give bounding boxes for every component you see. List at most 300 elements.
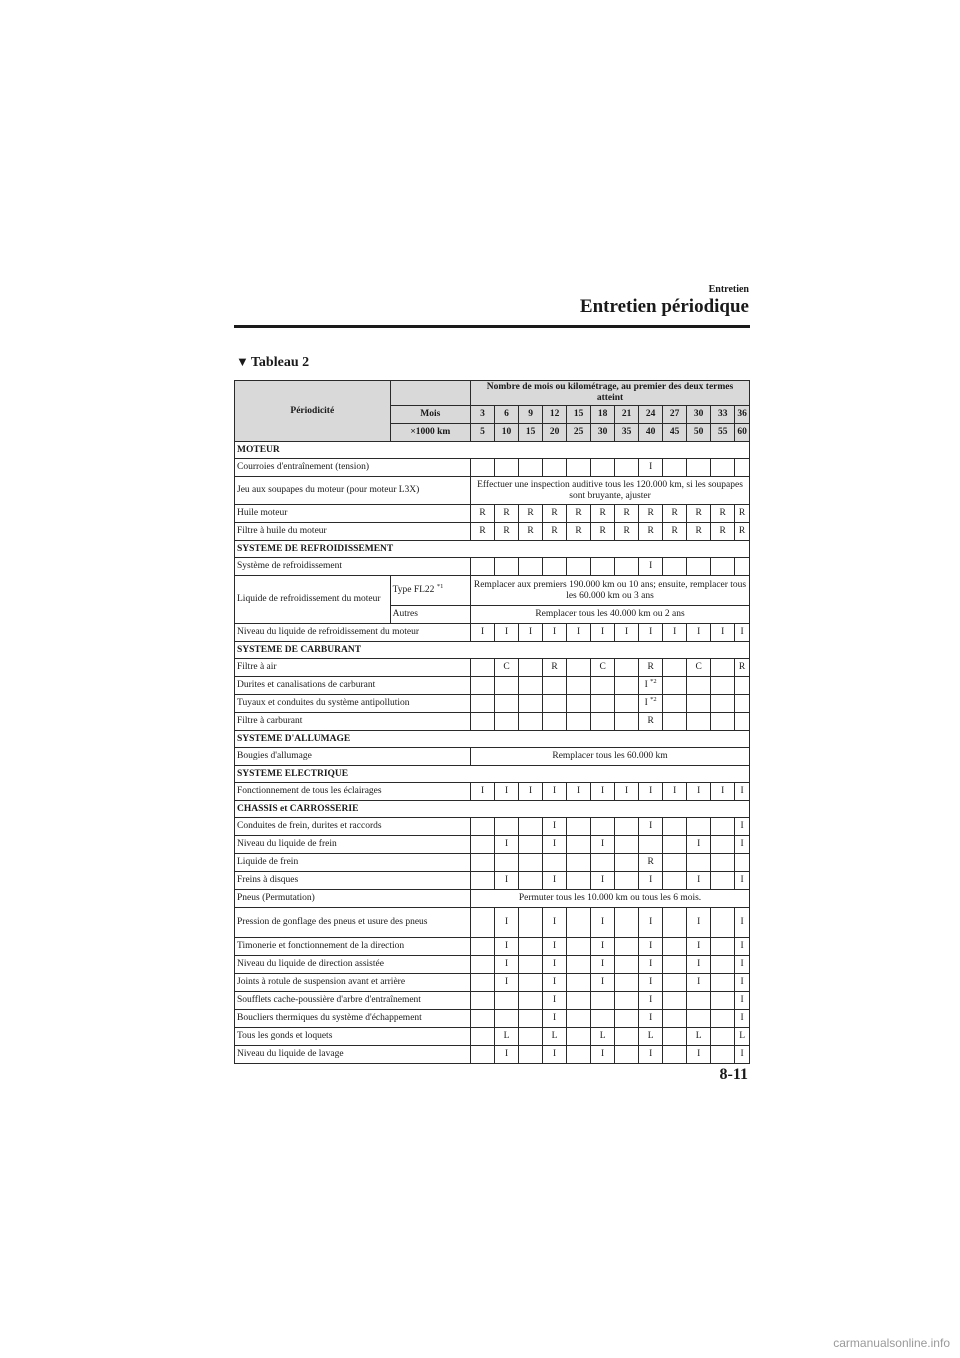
mark-cell: I [543, 624, 567, 642]
mark-cell [519, 974, 543, 992]
section-label: Entretien [708, 284, 749, 295]
month-cell: 15 [567, 406, 591, 424]
mark-cell: C [495, 659, 519, 677]
mark-cell: L [495, 1028, 519, 1046]
table-row [235, 576, 750, 606]
mark-cell [711, 854, 735, 872]
mark-cell [567, 695, 591, 713]
km-cell: 25 [567, 424, 591, 442]
table-row [235, 992, 750, 1010]
mark-cell [663, 974, 687, 992]
mark-cell [567, 459, 591, 477]
row-label: Tuyaux et conduites du système antipollution [235, 695, 471, 713]
section-heading: CHASSIS et CARROSSERIE [235, 801, 750, 818]
mark-cell [567, 1010, 591, 1028]
row-label: Joints à rotule de suspension avant et arrière [235, 974, 471, 992]
mark-cell: R [591, 523, 615, 541]
mark-cell [543, 713, 567, 731]
mark-cell: I [543, 1046, 567, 1064]
row-label: Fonctionnement de tous les éclairages [235, 783, 471, 801]
mark-cell: I [711, 624, 735, 642]
row-label: Freins à disques [235, 872, 471, 890]
mark-cell [615, 695, 639, 713]
mark-cell [615, 938, 639, 956]
page-title: Entretien périodique [579, 296, 749, 317]
mark-cell: I [591, 1046, 615, 1064]
mark-cell: R [495, 523, 519, 541]
mark-cell [711, 1028, 735, 1046]
mark-cell: R [639, 659, 663, 677]
mark-cell: I [735, 992, 750, 1010]
mark-cell: I [591, 938, 615, 956]
mark-cell [471, 938, 495, 956]
mark-cell [615, 713, 639, 731]
mark-cell: I [735, 1010, 750, 1028]
row-note: Remplacer tous les 40.000 km ou 2 ans [471, 606, 750, 624]
mark-cell [615, 992, 639, 1010]
mark-cell [519, 836, 543, 854]
mark-cell: R [519, 505, 543, 523]
mark-cell [543, 677, 567, 695]
month-cell: 18 [591, 406, 615, 424]
mark-cell: I [687, 974, 711, 992]
mark-cell [567, 677, 591, 695]
mark-cell: I [639, 1010, 663, 1028]
section-row [235, 541, 750, 558]
mark-cell [687, 713, 711, 731]
section-heading: SYSTEME D'ALLUMAGE [235, 731, 750, 748]
mark-cell [663, 695, 687, 713]
mark-cell [735, 558, 750, 576]
mark-cell [471, 558, 495, 576]
mark-cell: I [687, 956, 711, 974]
mark-cell: I [687, 872, 711, 890]
mark-cell: I [687, 624, 711, 642]
mark-cell [591, 992, 615, 1010]
mark-cell [687, 695, 711, 713]
row-label: Durites et canalisations de carburant [235, 677, 471, 695]
mark-cell [567, 836, 591, 854]
mark-cell: I [495, 624, 519, 642]
table-row [235, 783, 750, 801]
mark-cell: R [735, 659, 750, 677]
mark-cell [471, 992, 495, 1010]
mark-cell [735, 854, 750, 872]
mark-cell: R [687, 505, 711, 523]
mark-cell: I [543, 872, 567, 890]
mark-cell [735, 459, 750, 477]
mark-cell: I [687, 1046, 711, 1064]
km-cell: 35 [615, 424, 639, 442]
mark-cell [615, 659, 639, 677]
header-spacer [390, 381, 470, 406]
mark-cell: R [543, 523, 567, 541]
mark-cell: R [735, 523, 750, 541]
mark-cell [567, 992, 591, 1010]
mark-cell: I [471, 783, 495, 801]
mark-cell [663, 836, 687, 854]
mark-cell [591, 459, 615, 477]
mark-cell [615, 1010, 639, 1028]
mark-cell: I [639, 1046, 663, 1064]
row-label: Liquide de refroidissement du moteur [235, 576, 391, 624]
mark-cell [687, 459, 711, 477]
mark-cell: I [543, 1010, 567, 1028]
mark-cell [495, 1010, 519, 1028]
mark-cell: R [495, 505, 519, 523]
mark-cell: I [543, 938, 567, 956]
mark-cell [495, 992, 519, 1010]
footnote-ref: *1 [436, 583, 444, 590]
mark-cell: I [639, 974, 663, 992]
mark-cell [687, 1010, 711, 1028]
mark-cell: R [591, 505, 615, 523]
mark-cell: C [591, 659, 615, 677]
mark-cell [495, 713, 519, 731]
mark-value: I [644, 698, 648, 708]
mark-cell: I [639, 938, 663, 956]
table-row [235, 938, 750, 956]
mark-cell: I [663, 783, 687, 801]
mark-cell: I [735, 624, 750, 642]
table-row [235, 659, 750, 677]
mark-cell [663, 1046, 687, 1064]
mark-cell [471, 974, 495, 992]
mark-cell [615, 818, 639, 836]
row-label: Tous les gonds et loquets [235, 1028, 471, 1046]
mark-cell [711, 908, 735, 938]
mark-cell: L [639, 1028, 663, 1046]
mark-cell: R [615, 505, 639, 523]
mark-cell [639, 836, 663, 854]
footnote-ref: *2 [650, 696, 657, 703]
triangle-down-icon: ▼ [236, 354, 249, 369]
section-heading: SYSTEME DE CARBURANT [235, 642, 750, 659]
mark-cell [519, 459, 543, 477]
row-label: Conduites de frein, durites et raccords [235, 818, 471, 836]
mark-cell: I [687, 908, 711, 938]
month-cell: 36 [735, 406, 750, 424]
mark-cell [519, 659, 543, 677]
row-label: Niveau du liquide de refroidissement du moteur [235, 624, 471, 642]
mark-cell [543, 459, 567, 477]
page-number: 8-11 [719, 1066, 748, 1083]
mark-cell [567, 1046, 591, 1064]
mark-cell: L [687, 1028, 711, 1046]
mark-value: I [644, 680, 648, 690]
table-row [235, 818, 750, 836]
row-label: Niveau du liquide de direction assistée [235, 956, 471, 974]
mark-cell [567, 956, 591, 974]
mark-cell [471, 713, 495, 731]
section-row [235, 642, 750, 659]
mark-cell: I [639, 459, 663, 477]
mark-cell [471, 1028, 495, 1046]
mark-cell: I [495, 938, 519, 956]
table-row [235, 477, 750, 505]
mark-cell: I [543, 783, 567, 801]
mark-cell: I [639, 992, 663, 1010]
km-cell: 50 [687, 424, 711, 442]
mark-cell: I [639, 908, 663, 938]
month-cell: 9 [519, 406, 543, 424]
row-note: Remplacer aux premiers 190.000 km ou 10 ans; ensuite, remplacer tous les 60.000 km ou 3 ans [471, 576, 750, 606]
mark-cell: I [543, 836, 567, 854]
mark-cell: I [639, 872, 663, 890]
mark-cell: I [495, 783, 519, 801]
mark-cell [543, 558, 567, 576]
maintenance-table [234, 380, 750, 1064]
table-row [235, 459, 750, 477]
mark-cell [567, 713, 591, 731]
month-cell: 30 [687, 406, 711, 424]
km-label: ×1000 km [390, 424, 470, 442]
mark-cell [663, 558, 687, 576]
mark-cell: I [615, 624, 639, 642]
footnote-ref: *2 [650, 678, 657, 685]
mark-cell [711, 1046, 735, 1064]
km-cell: 55 [711, 424, 735, 442]
section-row [235, 766, 750, 783]
mark-cell: L [591, 1028, 615, 1046]
mark-cell: R [543, 505, 567, 523]
mark-cell: I [663, 624, 687, 642]
mark-cell [519, 938, 543, 956]
row-label: Filtre à carburant [235, 713, 471, 731]
mark-cell: I [735, 818, 750, 836]
mark-cell [567, 908, 591, 938]
mark-cell [591, 818, 615, 836]
mark-cell [615, 854, 639, 872]
row-label: Pression de gonflage des pneus et usure des pneus [235, 908, 471, 938]
mark-cell [663, 1028, 687, 1046]
mark-cell [615, 1028, 639, 1046]
mark-cell [711, 938, 735, 956]
mark-cell [663, 992, 687, 1010]
mark-cell: L [735, 1028, 750, 1046]
mark-cell: I [687, 783, 711, 801]
mark-cell [711, 713, 735, 731]
mark-cell [711, 872, 735, 890]
mark-cell: C [687, 659, 711, 677]
mark-cell: I [735, 956, 750, 974]
mark-cell: R [639, 854, 663, 872]
row-label: Filtre à air [235, 659, 471, 677]
mark-cell [615, 1046, 639, 1064]
section-row [235, 731, 750, 748]
mark-cell: I [639, 558, 663, 576]
sub-label: Autres [390, 606, 470, 624]
mark-cell [471, 677, 495, 695]
row-label: Pneus (Permutation) [235, 890, 471, 908]
row-label: Boucliers thermiques du système d'échappement [235, 1010, 471, 1028]
mark-cell [663, 659, 687, 677]
mark-cell: L [543, 1028, 567, 1046]
row-note: Permuter tous les 10.000 km ou tous les 6 mois. [471, 890, 750, 908]
mark-cell: I [687, 938, 711, 956]
mark-cell: I [735, 836, 750, 854]
table-row [235, 890, 750, 908]
mark-cell [519, 695, 543, 713]
section-heading: MOTEUR [235, 442, 750, 459]
mark-cell [663, 677, 687, 695]
mark-cell [471, 872, 495, 890]
row-note: Remplacer tous les 60.000 km [471, 748, 750, 766]
row-label: Huile moteur [235, 505, 471, 523]
mark-cell [519, 558, 543, 576]
mark-cell [663, 459, 687, 477]
mark-cell: R [543, 659, 567, 677]
km-cell: 60 [735, 424, 750, 442]
table-row [235, 558, 750, 576]
mark-cell [687, 677, 711, 695]
month-cell: 21 [615, 406, 639, 424]
mark-cell [471, 818, 495, 836]
mark-cell [639, 677, 663, 695]
km-cell: 5 [471, 424, 495, 442]
mark-cell [615, 677, 639, 695]
section-heading: SYSTEME ELECTRIQUE [235, 766, 750, 783]
mark-cell [711, 558, 735, 576]
mark-cell [591, 677, 615, 695]
mark-cell: I [711, 783, 735, 801]
row-label: Bougies d'allumage [235, 748, 471, 766]
mark-cell: I [735, 974, 750, 992]
mark-cell [663, 938, 687, 956]
mark-cell [615, 558, 639, 576]
mark-cell: I [735, 1046, 750, 1064]
periodicity-header: Périodicité [235, 381, 391, 442]
table-row [235, 505, 750, 523]
mark-cell [663, 956, 687, 974]
mark-cell [591, 1010, 615, 1028]
mark-cell [519, 854, 543, 872]
mark-cell [543, 854, 567, 872]
mark-cell [567, 974, 591, 992]
mark-cell [519, 818, 543, 836]
mark-cell: R [567, 523, 591, 541]
mark-cell [687, 558, 711, 576]
mark-cell [495, 695, 519, 713]
mark-cell: I [615, 783, 639, 801]
mark-cell [735, 695, 750, 713]
mark-cell: R [735, 505, 750, 523]
mark-cell [711, 992, 735, 1010]
month-cell: 12 [543, 406, 567, 424]
row-label: Timonerie et fonctionnement de la direction [235, 938, 471, 956]
row-label: Liquide de frein [235, 854, 471, 872]
mark-cell: I [591, 956, 615, 974]
mark-cell: I [639, 783, 663, 801]
mark-cell: I [639, 818, 663, 836]
mark-cell [663, 713, 687, 731]
mark-cell [711, 659, 735, 677]
mark-cell [567, 558, 591, 576]
row-label: Jeu aux soupapes du moteur (pour moteur L3X) [235, 477, 471, 505]
mark-cell [471, 659, 495, 677]
mark-cell: I [543, 908, 567, 938]
mark-cell [519, 713, 543, 731]
mark-cell: I [567, 624, 591, 642]
month-cell: 27 [663, 406, 687, 424]
mark-cell: I [735, 872, 750, 890]
mark-cell [711, 695, 735, 713]
mark-cell [567, 854, 591, 872]
mark-cell [615, 872, 639, 890]
mark-cell: I [495, 974, 519, 992]
km-cell: 30 [591, 424, 615, 442]
sub-label [390, 576, 470, 606]
month-cell: 24 [639, 406, 663, 424]
mark-cell: I [495, 872, 519, 890]
mark-cell [663, 872, 687, 890]
mark-cell: I [543, 992, 567, 1010]
mark-cell: I [591, 908, 615, 938]
mark-cell [519, 677, 543, 695]
mark-cell [495, 854, 519, 872]
mark-cell [495, 818, 519, 836]
mark-cell [471, 459, 495, 477]
mark-cell [711, 1010, 735, 1028]
mark-cell [471, 836, 495, 854]
table-row [235, 624, 750, 642]
watermark: carmanualsonline.info [833, 1336, 950, 1350]
row-note: Effectuer une inspection auditive tous les 120.000 km, si les soupapes sont bruyante, ajuster [471, 477, 750, 505]
mark-cell [567, 938, 591, 956]
mark-cell: I [591, 974, 615, 992]
table-row [235, 695, 750, 713]
mark-cell [567, 1028, 591, 1046]
mark-cell [519, 872, 543, 890]
mark-cell [687, 818, 711, 836]
mark-cell: I [591, 783, 615, 801]
mark-cell: I [471, 624, 495, 642]
table-row [235, 854, 750, 872]
mark-cell: R [471, 523, 495, 541]
row-label: Système de refroidissement [235, 558, 471, 576]
mark-cell: I [519, 624, 543, 642]
month-cell: 33 [711, 406, 735, 424]
month-cell: 3 [471, 406, 495, 424]
mark-cell: R [519, 523, 543, 541]
mark-cell [519, 1010, 543, 1028]
mark-cell [711, 974, 735, 992]
type-fl22: Type FL22 [392, 585, 435, 595]
mark-cell [495, 558, 519, 576]
table-row [235, 1046, 750, 1064]
mark-cell [471, 1046, 495, 1064]
km-cell: 15 [519, 424, 543, 442]
mark-cell [663, 854, 687, 872]
mark-cell [615, 974, 639, 992]
mark-cell [567, 872, 591, 890]
table-row [235, 836, 750, 854]
mark-cell [687, 854, 711, 872]
mark-cell: I [567, 783, 591, 801]
mark-cell: I [591, 872, 615, 890]
mark-cell: R [711, 505, 735, 523]
mark-cell: I [639, 956, 663, 974]
mark-cell [615, 908, 639, 938]
mark-cell [663, 908, 687, 938]
mark-cell: I [591, 836, 615, 854]
table-row [235, 713, 750, 731]
mark-cell [567, 818, 591, 836]
table-row [235, 677, 750, 695]
mark-cell [735, 713, 750, 731]
mark-cell: R [663, 523, 687, 541]
mark-cell [615, 836, 639, 854]
